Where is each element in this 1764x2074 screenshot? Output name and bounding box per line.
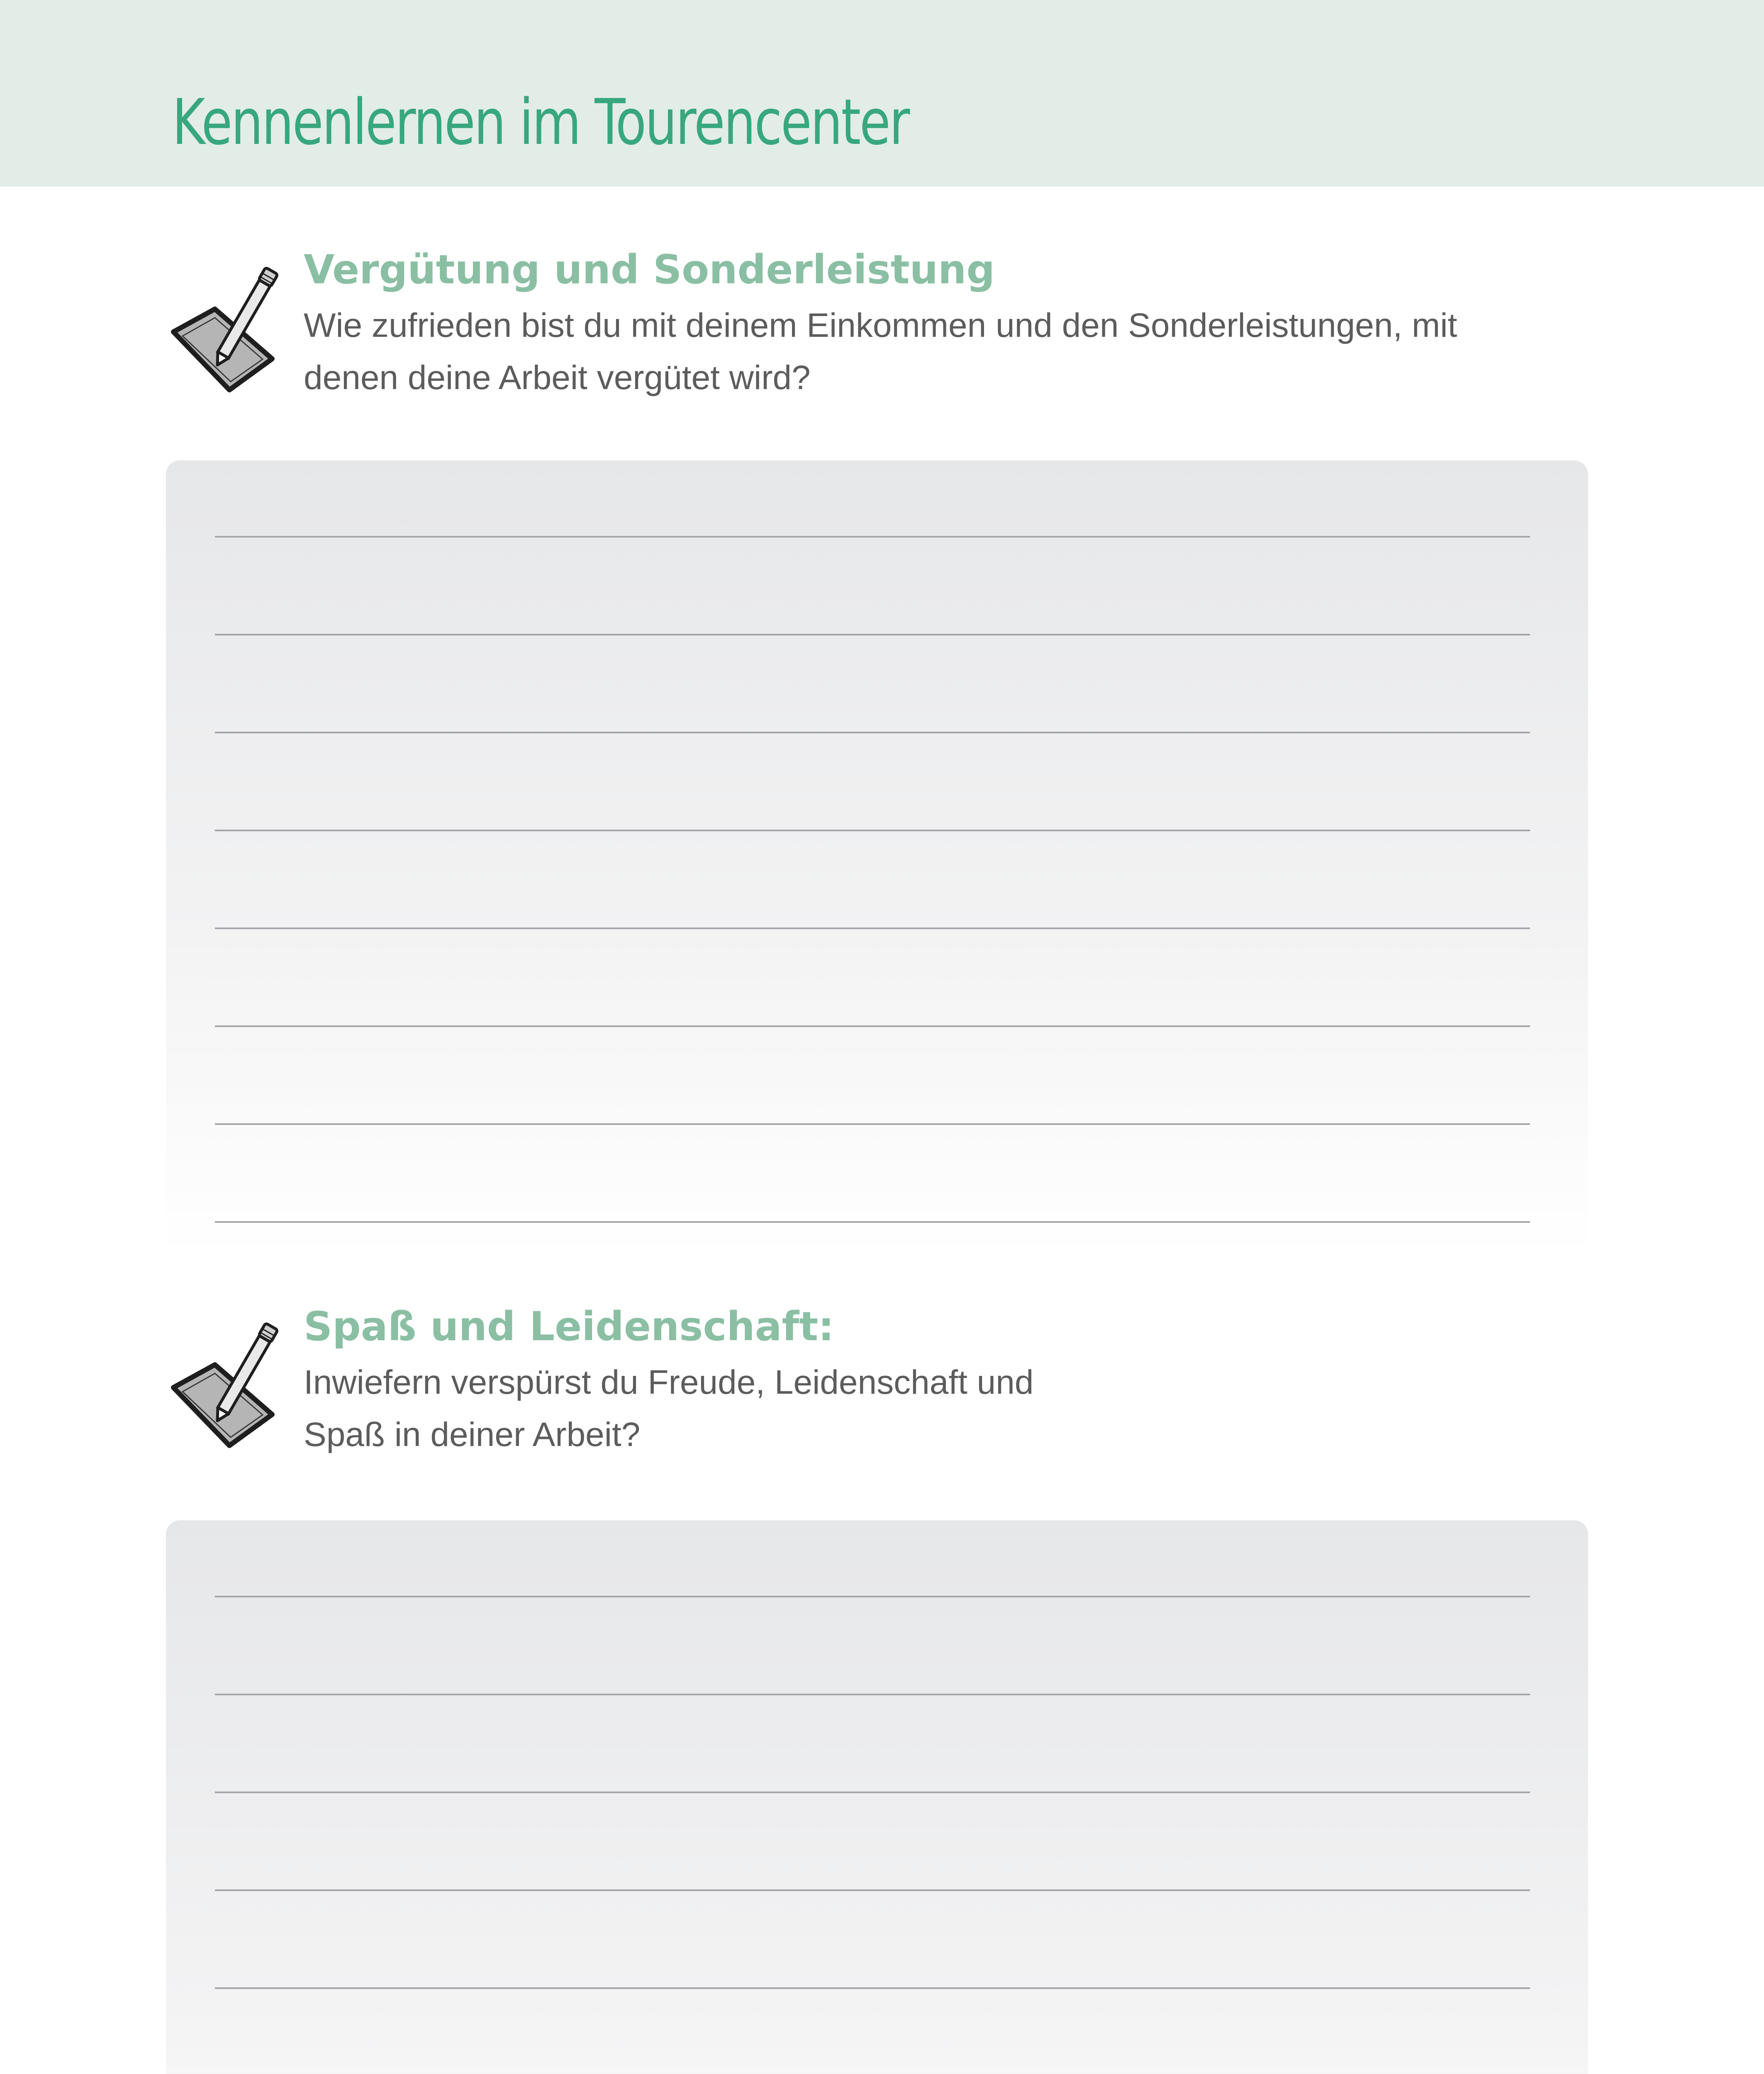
question-line: Inwiefern verspürst du Freude, Leidenschaft und [304,1363,1034,1401]
pencil-on-pad-icon [165,253,285,398]
writing-line [215,1123,1530,1125]
page-title: Kennenlernen im Tourencenter [172,85,909,159]
writing-line [215,1987,1530,1989]
writing-line [215,1221,1530,1223]
writing-line [215,927,1530,929]
answer-area[interactable] [166,460,1588,1255]
question-line: denen deine Arbeit vergütet wird? [304,359,811,397]
writing-line [215,1694,1530,1695]
writing-line [215,1025,1530,1027]
writing-line [215,732,1530,733]
answer-area[interactable] [166,1520,1588,2074]
writing-line [215,1596,1530,1597]
writing-line [215,536,1530,538]
section-title: Vergütung und Sonderleistung [304,246,995,293]
writing-line [215,1889,1530,1891]
pencil-on-pad-icon [165,1309,285,1454]
writing-line [215,1792,1530,1793]
section-title: Spaß und Leidenschaft: [304,1303,834,1350]
writing-line [215,830,1530,831]
question-line: Wie zufrieden bist du mit deinem Einkommen und den Sonderleistungen, mit [304,307,1457,344]
section-question [304,299,1590,404]
question-line: Spaß in deiner Arbeit? [304,1416,641,1453]
section-question [304,1356,1590,1461]
writing-line [215,634,1530,635]
